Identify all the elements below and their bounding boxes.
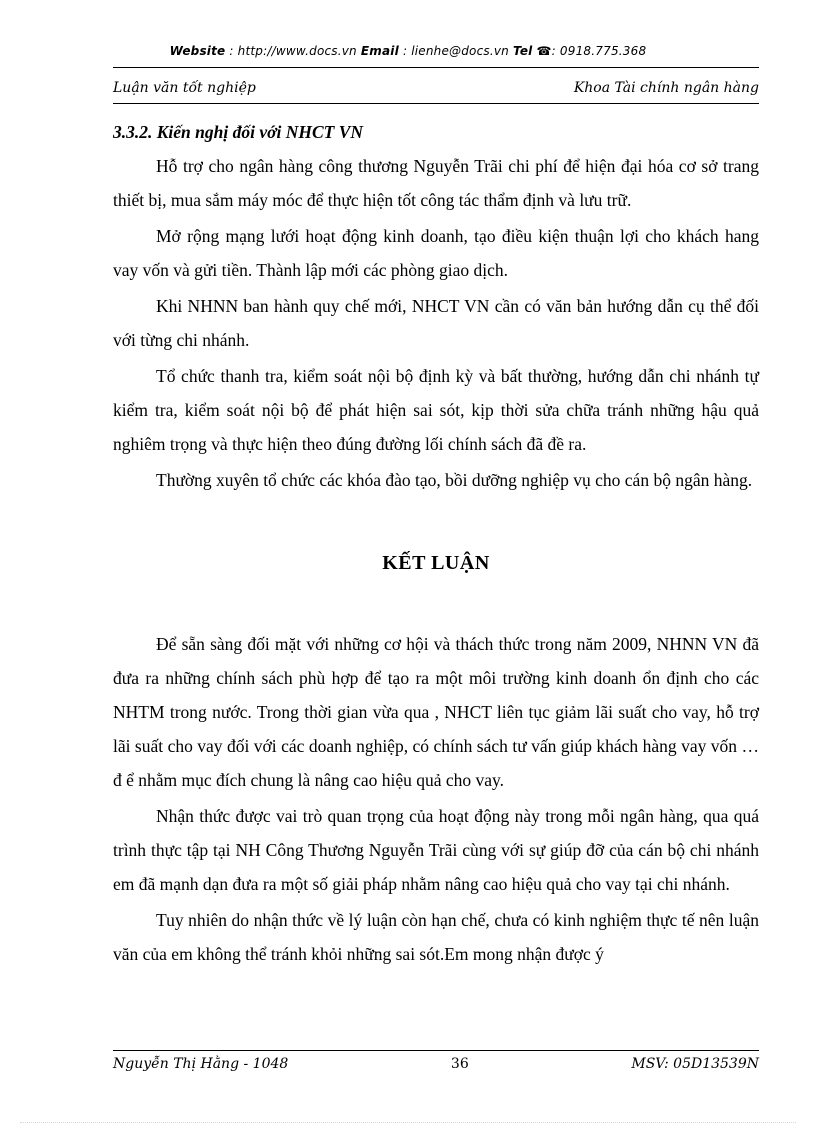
- section-paragraph: Khi NHNN ban hành quy chế mới, NHCT VN cần có văn bản hướng dẫn cụ thể đối với từng chi nhánh.: [113, 296, 759, 350]
- running-footer: [113, 1056, 759, 1072]
- section-paragraph: Thường xuyên tổ chức các khóa đào tạo, bồi dưỡng nghiệp vụ cho cán bộ ngân hàng.: [156, 470, 753, 490]
- footer-student-id: MSV: 05D13539N: [631, 1056, 759, 1072]
- tel-label: Tel: [513, 44, 533, 58]
- email-value: : lienhe@docs.vn: [402, 44, 509, 58]
- header-left: Luận văn tốt nghiệp: [113, 80, 256, 96]
- conclusion-paragraph: Nhận thức được vai trò quan trọng của hoạt động này trong mỗi ngân hàng, qua quá trình thực tập tại NH Công Thương Nguyễn Trãi cùng với sự giúp đỡ của cán bộ chi nhánh em đã mạnh dạn đưa ra một số giải pháp nhằm nâng cao hiệu quả cho vay tại chi nhánh.: [113, 806, 759, 894]
- page-number: 36: [450, 1056, 469, 1072]
- phone-icon: ☎: [536, 44, 552, 58]
- website-value: : http://www.docs.vn: [229, 44, 357, 58]
- top-divider: [113, 67, 759, 68]
- conclusion-title: KẾT LUẬN: [382, 552, 490, 574]
- tel-value: : 0918.775.368: [551, 44, 647, 58]
- section-heading: 3.3.2. Kiến nghị đối với NHCT VN: [113, 122, 364, 142]
- section-paragraph: Tổ chức thanh tra, kiểm soát nội bộ định kỳ và bất thường, hướng dẫn chi nhánh tự kiểm tra, kiểm soát nội bộ để phát hiện sai sót, kịp thời sửa chữa tránh những hậu quả nghiêm trọng và thực hiện theo đúng đường lối chính sách đã đề ra.: [113, 366, 759, 454]
- conclusion-paragraph: Để sẵn sàng đối mặt với những cơ hội và thách thức trong năm 2009, NHNN VN đã đưa ra những chính sách phù hợp để tạo ra một môi trường kinh doanh ổn định cho các NHTM trong nước. Trong thời gian vừa qua , NHCT liên tục giảm lãi suất cho vay, hỗ trợ lãi suất cho vay đối với các doanh nghiệp, có chính sách tư vấn giúp khách hàng vay vốn … đ ể nhằm mục đích chung là nâng cao hiệu quả cho vay.: [113, 634, 759, 790]
- section-paragraph: Mở rộng mạng lưới hoạt động kinh doanh, tạo điều kiện thuận lợi cho khách hang vay vốn và gửi tiền. Thành lập mới các phòng giao dịch.: [113, 226, 759, 280]
- email-label: Email: [360, 44, 399, 58]
- footer-divider: [113, 1050, 759, 1051]
- website-label: Website: [169, 44, 226, 58]
- running-header: [113, 80, 759, 96]
- header-right: Khoa Tài chính ngân hàng: [573, 80, 759, 96]
- footer-author: Nguyễn Thị Hằng - 1048: [113, 1056, 289, 1072]
- section-paragraph: Hỗ trợ cho ngân hàng công thương Nguyễn Trãi chi phí để hiện đại hóa cơ sở trang thiết bị, mua sắm máy móc để thực hiện tốt công tác thẩm định và lưu trữ.: [113, 156, 759, 210]
- site-contact-line: [0, 44, 816, 58]
- header-divider: [113, 103, 759, 104]
- conclusion-paragraph: Tuy nhiên do nhận thức về lý luận còn hạn chế, chưa có kinh nghiệm thực tế nên luận văn của em không thể tránh khỏi những sai sót.Em mong nhận được ý: [113, 910, 759, 964]
- page-body: [113, 115, 759, 973]
